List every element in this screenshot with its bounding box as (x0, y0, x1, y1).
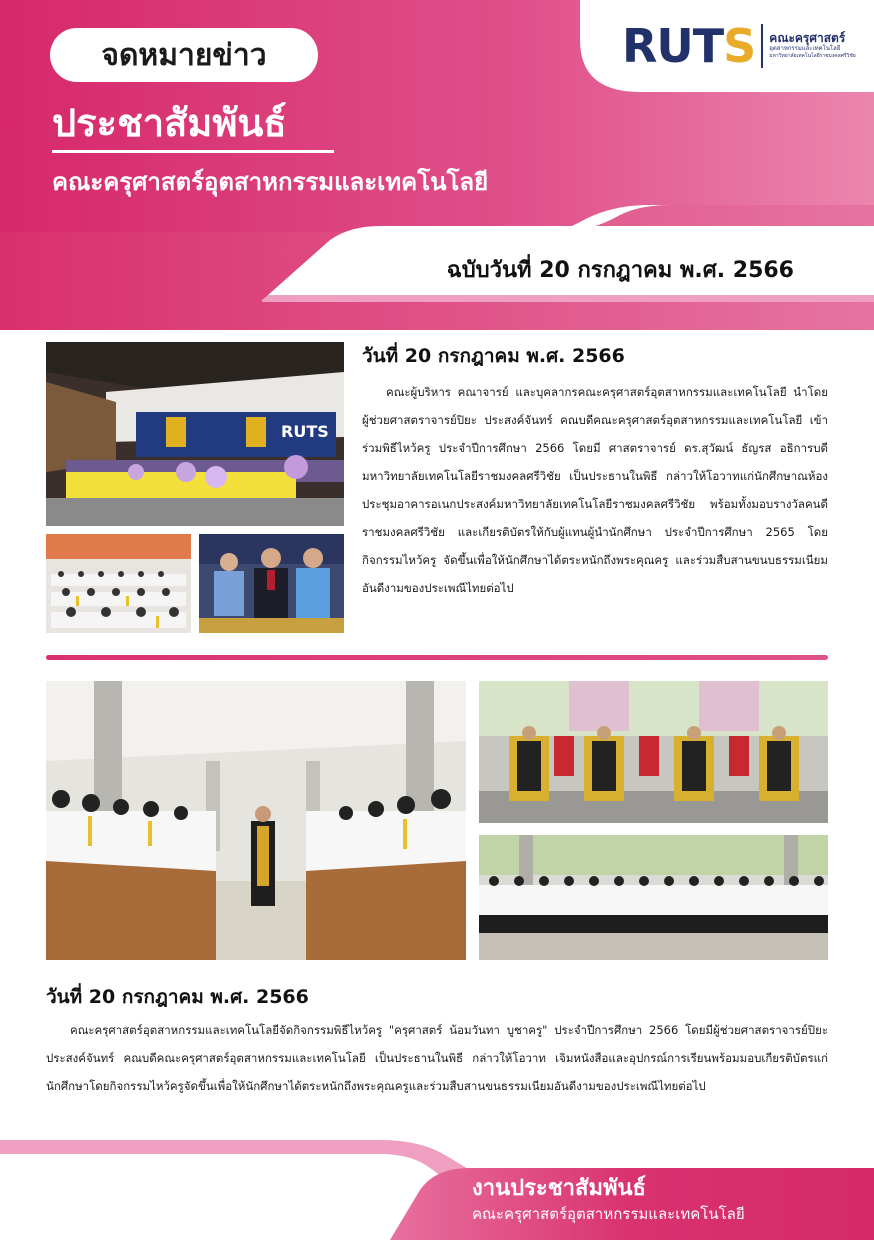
footer-faculty: คณะครุศาสตร์อุตสาหกรรมและเทคโนโลยี (472, 1205, 745, 1223)
logo-text (769, 32, 855, 59)
faculty-subtitle: คณะครุศาสตร์อุตสาหกรรมและเทคโนโลยี (52, 168, 489, 196)
section1-date: วันที่ 20 กรกฎาคม พ.ศ. 2566 (362, 345, 625, 367)
logo-line-3: มหาวิทยาลัยเทคโนโลยีราชมงคลศรีวิชัย (769, 53, 856, 60)
photo-stage-ceremony (46, 342, 344, 526)
logo-divider (761, 24, 763, 68)
svg-text:RUTS: RUTS (281, 422, 329, 441)
edition-date: ฉบับวันที่ 20 กรกฎาคม พ.ศ. 2566 (446, 258, 794, 283)
footer-unit: งานประชาสัมพันธ์ (472, 1176, 646, 1201)
title-underline (52, 150, 334, 153)
photo-students-standing (479, 835, 828, 960)
section-divider (46, 655, 828, 660)
photo-guests-seated (199, 534, 344, 633)
logo-mark-main: RUT (622, 19, 724, 73)
logo-mark (622, 19, 756, 73)
logo-mark-accent: S (723, 19, 756, 73)
newsletter-badge (50, 28, 318, 82)
section2-date: วันที่ 20 กรกฎาคม พ.ศ. 2566 (46, 986, 309, 1008)
section1-body: คณะผู้บริหาร คณาจารย์ และบุคลากรคณะครุศาสตร์อุตสาหกรรมและเทคโนโลยี นำโดย ผู้ช่วยศาสตราจารย์ปิยะ ประสงค์จันทร์ คณบดีคณะครุศาสตร์อุตสาหกรรมและเทคโนโลยี เข้าร่วมพิธีไหว้ครู ประจำปีการศึกษา 2566 โดยมี ศาสตราจารย์ ดร.สุวัฒน์ ธัญรส อธิการบดีมหาวิทยาลัยเทคโนโลยีราชมงคลศรีวิชัย เป็นประธานในพิธี กล่าวให้โอวาทแก่นักศึกษาณห้องประชุมอาคารอเนกประสงค์มหาวิทยาลัยเทคโนโลยีราชมงคลศรีวิชัย พร้อมทั้งมอบรางวัลคนดีราชมงคลศรีวิชัย และเกียรติบัตรให้กับผู้แทนผู้นำนักศึกษา ประจำปีการศึกษา 2565 โดยกิจกรรมไหว้ครู จัดขึ้นเพื่อให้นักศึกษาได้ตระหนักถึงพระคุณครู และร่วมสืบสานขนบธรรมเนียมอันดีงามของประเพณีไทยต่อไป (362, 385, 828, 595)
ruts-logo (622, 16, 862, 76)
section2-body: คณะครุศาสตร์อุตสาหกรรมและเทคโนโลยีจัดกิจกรรมพิธีไหว้ครู "ครุศาสตร์ น้อมวันทา บูชาครู" ประจำปีการศึกษา 2566 โดยมีผู้ช่วยศาสตราจารย์ปิยะ ประสงค์จันทร์ คณบดีคณะครุศาสตร์อุตสาหกรรมและเทคโนโลยี เป็นประธานในพิธี กล่าวให้โอวาท เจิมหนังสือและอุปกรณ์การเรียนพร้อมมอบเกียรติบัตรแก่นักศึกษาโดยกิจกรรมไหว้ครูจัดขึ้นเพื่อให้นักศึกษาได้ตระหนักถึงพระคุณครูและร่วมสืบสานขนธรรมเนียมอันดีงามของประเพณีไทยต่อไป (46, 1023, 828, 1093)
logo-line-1: คณะครุศาสตร์ (769, 31, 846, 46)
newsletter-badge-label: จดหมายข่าว (101, 37, 267, 73)
photo-student-audience (46, 534, 191, 633)
logo-line-2: อุตสาหกรรมและเทคโนโลยี (769, 45, 841, 53)
photo-dean-walk (46, 681, 466, 960)
photo-executives-seated (479, 681, 828, 823)
page-title: ประชาสัมพันธ์ (52, 101, 287, 145)
